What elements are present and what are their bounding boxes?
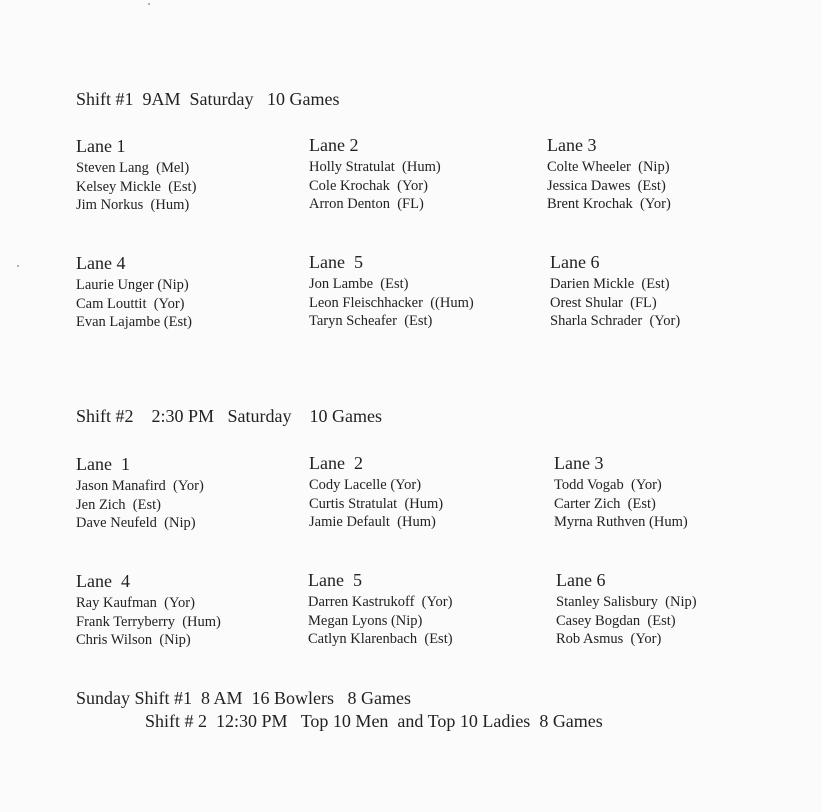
shift1-lane-4 — [76, 253, 192, 332]
lane-title: Lane 2 — [309, 453, 363, 473]
bowler: Megan Lyons (Nip) — [308, 612, 423, 629]
lane-title: Lane 4 — [76, 571, 130, 591]
shift2-lane-4 — [76, 571, 221, 650]
bowler: Brent Krochak (Yor) — [547, 196, 671, 212]
shift2-lane-5 — [308, 570, 453, 649]
shift1-lane-3 — [547, 135, 671, 214]
lane-title: Lane 4 — [76, 253, 126, 273]
lane-title: Lane 3 — [547, 135, 597, 155]
bowler: Jim Norkus (Hum) — [76, 197, 190, 213]
bowler: Frank Terryberry (Hum) — [76, 613, 221, 630]
bowler: Cody Lacelle (Yor) — [309, 477, 422, 493]
bowler: Orest Shular (FL) — [550, 294, 657, 311]
bowler: Arron Denton (FL) — [309, 196, 424, 212]
bowler: Holly Stratulat (Hum) — [309, 159, 441, 175]
bowler: Evan Lajambe (Est) — [76, 314, 192, 330]
bowler: Ray Kaufman (Yor) — [76, 595, 195, 611]
sunday-shift-2: Shift # 2 12:30 PM Top 10 Men and Top 10 Ladies 8 Games — [145, 711, 603, 731]
bowler: Jamie Default (Hum) — [309, 514, 436, 530]
shift1-title: Shift #1 9AM Saturday 10 Games — [76, 89, 340, 109]
sunday-shift-1: Sunday Shift #1 8 AM 16 Bowlers 8 Games — [76, 688, 411, 708]
bowler: Catlyn Klarenbach (Est) — [308, 631, 453, 647]
bowler: Darren Kastrukoff (Yor) — [308, 594, 453, 610]
bowler: Laurie Unger (Nip) — [76, 277, 189, 293]
shift2-lane-6 — [556, 570, 697, 649]
bowler: Cole Krochak (Yor) — [309, 177, 428, 194]
lane-title: Lane 5 — [308, 570, 362, 590]
shift1-lane-5 — [309, 252, 474, 331]
scan-speck — [148, 3, 150, 5]
lane-title: Lane 1 — [76, 454, 130, 474]
bowler: Leon Fleischhacker ((Hum) — [309, 294, 474, 311]
shift1-lane-6 — [550, 252, 680, 331]
shift2-lane-3 — [554, 453, 688, 532]
bowler: Myrna Ruthven (Hum) — [554, 514, 688, 530]
bowler: Jason Manafird (Yor) — [76, 478, 204, 494]
bowler: Rob Asmus (Yor) — [556, 631, 662, 647]
shift1-lane-1 — [76, 136, 196, 215]
bowler: Curtis Stratulat (Hum) — [309, 495, 444, 512]
lane-title: Lane 6 — [550, 252, 600, 272]
shift1-lane-2 — [309, 135, 441, 214]
bowler: Jon Lambe (Est) — [309, 276, 409, 292]
lane-title: Lane 1 — [76, 136, 126, 156]
lane-title: Lane 3 — [554, 453, 604, 473]
bowler: Stanley Salisbury (Nip) — [556, 594, 697, 610]
bowler: Carter Zich (Est) — [554, 495, 656, 512]
bowler: Jessica Dawes (Est) — [547, 177, 666, 194]
lane-title: Lane 2 — [309, 135, 359, 155]
bowler: Todd Vogab (Yor) — [554, 477, 662, 493]
shift2-lane-2 — [309, 453, 443, 532]
shift2-title: Shift #2 2:30 PM Saturday 10 Games — [76, 406, 382, 426]
bowler: Casey Bogdan (Est) — [556, 612, 676, 629]
bowler: Taryn Scheafer (Est) — [309, 313, 433, 329]
bowler: Chris Wilson (Nip) — [76, 632, 191, 648]
bowler: Colte Wheeler (Nip) — [547, 159, 670, 175]
bowler: Sharla Schrader (Yor) — [550, 313, 681, 329]
bowler: Jen Zich (Est) — [76, 496, 161, 513]
bowler: Cam Louttit (Yor) — [76, 295, 185, 312]
bowler: Steven Lang (Mel) — [76, 160, 190, 176]
bowler: Dave Neufeld (Nip) — [76, 515, 196, 531]
scan-speck — [17, 265, 19, 267]
lane-title: Lane 5 — [309, 252, 363, 272]
bowler: Darien Mickle (Est) — [550, 276, 670, 292]
shift2-lane-1 — [76, 454, 204, 533]
lane-title: Lane 6 — [556, 570, 606, 590]
bowler: Kelsey Mickle (Est) — [76, 178, 197, 195]
